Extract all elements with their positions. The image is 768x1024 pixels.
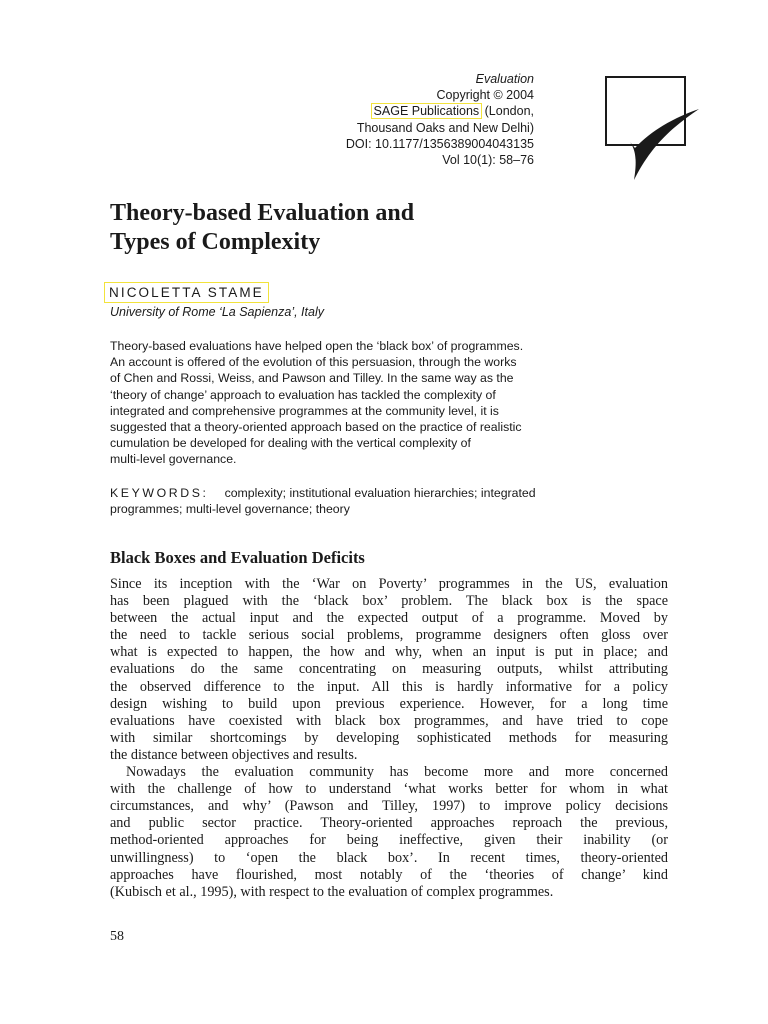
body-line: unwillingness) to ‘open the black box’. In recent times, theory-oriented bbox=[110, 849, 668, 866]
body-line: Nowadays the evaluation community has become more and more concerned bbox=[126, 764, 668, 781]
journal-metadata bbox=[346, 71, 534, 168]
copyright-line: Copyright © 2004 bbox=[436, 88, 534, 103]
body-line: evaluations do the same concentrating on measuring outputs, whilst attributing bbox=[110, 661, 668, 678]
body-line: the observed difference to the input. All this is hardly informative for a policy bbox=[110, 678, 668, 695]
body-line: Since its inception with the ‘War on Poverty’ programmes in the US, evaluation bbox=[110, 576, 668, 592]
article-title bbox=[110, 199, 630, 257]
page-number: 58 bbox=[110, 929, 124, 944]
body-line: (Kubisch et al., 1995), with respect to the evaluation of complex programmes. bbox=[110, 883, 554, 900]
body-line: between the actual input and the expected output of a programme. Moved by bbox=[110, 610, 668, 627]
body-line: what is expected to happen, the how and why, when an input is put in place; and bbox=[110, 644, 668, 661]
body-line: method-oriented approaches for being ineffective, given their inability (or bbox=[110, 832, 668, 849]
keywords-line-1 bbox=[110, 485, 620, 501]
abstract-line: of Chen and Rossi, Weiss, and Pawson and Tilley. In the same way as the bbox=[110, 371, 514, 386]
body-line: the need to tackle serious social problems, programme designers often gloss over bbox=[110, 627, 668, 644]
abstract-line: An account is offered of the evolution of this persuasion, through the works bbox=[110, 355, 517, 370]
title-line-1: Theory-based Evaluation and bbox=[110, 200, 415, 226]
keywords bbox=[110, 485, 620, 517]
body-line: design wishing to build upon previous experience. However, for a long time bbox=[110, 695, 668, 712]
body-line: circumstances, and why’ (Pawson and Tilley, 1997) to improve policy decisions bbox=[110, 798, 668, 815]
author-affiliation: University of Rome ‘La Sapienza’, Italy bbox=[110, 305, 324, 319]
keywords-label: KEYWORDS: bbox=[110, 486, 209, 500]
body-line: the distance between objectives and results. bbox=[110, 746, 358, 763]
body-text bbox=[110, 576, 668, 901]
abstract-line: cumulation be developed for dealing with the vertical complexity of bbox=[110, 436, 471, 451]
journal-name: Evaluation bbox=[475, 72, 534, 86]
body-line: evaluations have coexisted with black box programmes, and have tried to cope bbox=[110, 712, 668, 729]
abstract bbox=[110, 338, 615, 468]
publisher-location: (London, bbox=[484, 104, 534, 119]
keywords-text-1: complexity; institutional evaluation hierarchies; integrated bbox=[224, 486, 536, 500]
body-line: has been plagued with the ‘black box’ problem. The black box is the space bbox=[110, 593, 668, 610]
abstract-line: ‘theory of change’ approach to evaluation has tackled the complexity of bbox=[110, 387, 496, 402]
volume-line: Vol 10(1): 58–76 bbox=[442, 153, 534, 168]
doi-line: DOI: 10.1177/1356389004043135 bbox=[345, 136, 534, 151]
title-line-2: Types of Complexity bbox=[110, 229, 321, 255]
body-line: with similar shortcomings by developing sophisticated methods for measuring bbox=[110, 729, 668, 746]
body-line: approaches have flourished, most notably of the ‘theories of change’ kind bbox=[110, 866, 668, 883]
body-line: and public sector practice. Theory-oriented approaches reproach the previous, bbox=[110, 815, 668, 832]
abstract-line: multi-level governance. bbox=[110, 452, 237, 467]
publisher-line bbox=[346, 103, 534, 119]
section-heading: Black Boxes and Evaluation Deficits bbox=[110, 548, 365, 567]
keywords-text-2: programmes; multi-level governance; theory bbox=[110, 502, 350, 517]
publisher-link[interactable]: SAGE Publications bbox=[373, 104, 480, 119]
abstract-line: suggested that a theory-oriented approach based on the practice of realistic bbox=[110, 420, 522, 435]
abstract-line: Theory-based evaluations have helped open the ‘black box’ of programmes. bbox=[110, 339, 524, 353]
body-line: with the challenge of how to understand ‘what works better for whom in what bbox=[110, 781, 668, 798]
author-name[interactable]: NICOLETTA STAME bbox=[104, 282, 269, 303]
checkbox-tick-icon bbox=[604, 76, 704, 186]
publisher-location-2: Thousand Oaks and New Delhi) bbox=[356, 120, 534, 135]
abstract-line: integrated and comprehensive programmes at the community level, it is bbox=[110, 403, 499, 418]
